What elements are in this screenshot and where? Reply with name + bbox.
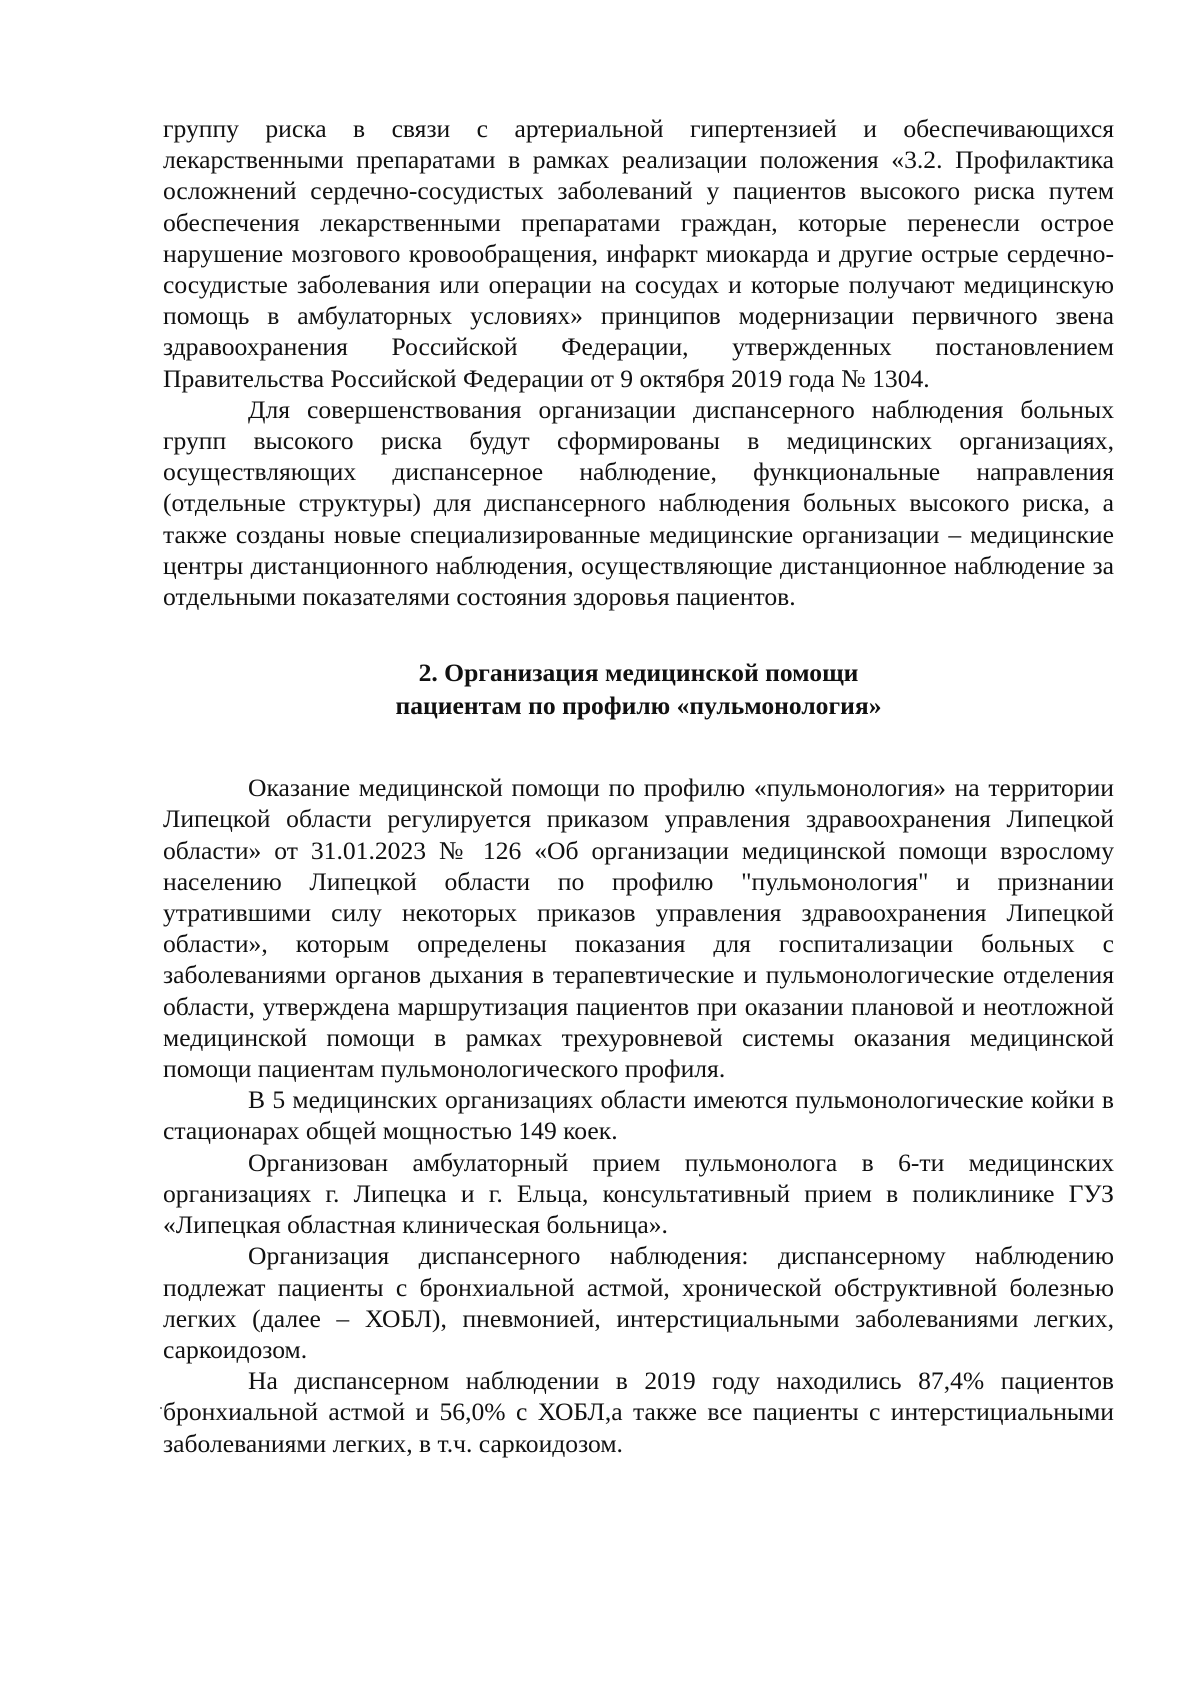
section-heading-line-1: 2. Организация медицинской помощи <box>418 658 859 688</box>
section-heading-line-2: пациентам по профилю «пульмонология» <box>395 691 882 721</box>
paragraph-outpatient-reception: Организован амбулаторный прием пульмонолога в 6-ти медицинских организациях г. Липецка и г. Ельца, консультативный прием в поликлинике ГУЗ «Липецкая областная клиническая больница». <box>163 1147 1114 1240</box>
paragraph-dispensary-organization: Организация диспансерного наблюдения: диспансерному наблюдению подлежат пациенты с бронхиальной астмой, хронической обструктивной болезнью легких (далее – ХОБЛ), пневмонией, интерстициальными заболеваниями легких, саркоидозом. <box>163 1241 1114 1364</box>
paragraph-pulmonology-regulation: Оказание медицинской помощи по профилю «пульмонология» на территории Липецкой области регулируется приказом управления здравоохранения Липецкой области» от 31.01.2023 № 126 «Об организации медицинской помощи взрослому населению Липецкой области по профилю "пульмонология" и признании утратившими силу некоторых приказов управления здравоохранения Липецкой области», которым определены показания для госпитализации больных с заболеваниями органов дыхания в терапевтические и пульмонологические отделения области, утверждена маршрутизация пациентов при оказании плановой и неотложной медицинской помощи в рамках трехуровневой системы оказания медицинской помощи пациентам пульмонологического профиля. <box>163 773 1114 1084</box>
paragraph-hypertension-risk-group: группу риска в связи с артериальной гипертензией и обеспечивающихся лекарственными препаратами в рамках реализации положения «3.2. Профилактика осложнений сердечно-сосудистых заболеваний у пациентов высокого риска путем обеспечения лекарственными препаратами граждан, которые перенесли острое нарушение мозгового кровообращения, инфаркт миокарда и другие острые сердечно-сосудистые заболевания или операции на сосудах и которые получают медицинскую помощь в амбулаторных условиях» принципов модернизации первичного звена здравоохранения Российской Федерации, утвержденных постановлением Правительства Российской Федерации от 9 октября 2019 года № 1304. <box>163 114 1114 393</box>
scan-dot-mark <box>160 1407 162 1409</box>
paragraph-hospital-beds: В 5 медицинских организациях области имеются пульмонологические койки в стационарах общей мощностью 149 коек. <box>163 1085 1114 1146</box>
paragraph-dispensary-statistics: На диспансерном наблюдении в 2019 году находились 87,4% пациентов бронхиальной астмой и 56,0% с ХОБЛ,а также все пациенты с интерстициальными заболеваниями легких, в т.ч. саркоидозом. <box>163 1366 1114 1458</box>
document-page <box>163 113 1114 1459</box>
paragraph-dispensary-improvement: Для совершенствования организации диспансерного наблюдения больных групп высокого риска будут сформированы в медицинских организациях, осуществляющих диспансерное наблюдение, функциональные направления (отдельные структуры) для диспансерного наблюдения больных высокого риска, а также созданы новые специализированные медицинские организации – медицинские центры дистанционного наблюдения, осуществляющие дистанционное наблюдение за отдельными показателями состояния здоровья пациентов. <box>163 394 1114 612</box>
section-heading <box>163 656 1114 722</box>
